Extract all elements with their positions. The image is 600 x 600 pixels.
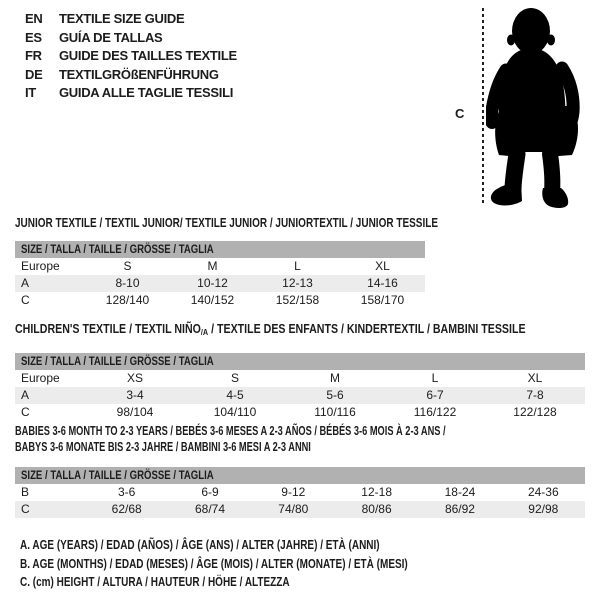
table-cell: 12-13: [282, 275, 313, 290]
language-title-block: [25, 10, 237, 103]
legend-text: B. AGE (MONTHS) / EDAD (MESES) / ÂGE (MOIS) / ALTER (MONATE) / ETÀ (MESI): [20, 556, 408, 571]
table-cell: 24-36: [527, 485, 559, 499]
title-part: CHILDREN'S TEXTILE / TEXTIL NIÑO: [15, 322, 201, 336]
table-cell: 122/128: [513, 404, 557, 419]
row-label: Europe: [21, 370, 60, 385]
lang-code: DE: [25, 66, 43, 82]
table-body: [15, 258, 425, 309]
table-cell: 9-12: [281, 485, 306, 499]
table-cell: 68/74: [194, 502, 225, 516]
size-header-bar: [15, 353, 585, 370]
lang-code: FR: [25, 48, 42, 63]
table-cell: L: [294, 258, 301, 273]
size-header-text: SIZE / TALLA / TAILLE / GRÖSSE / TAGLIA: [21, 241, 214, 256]
table-cell: 110/116: [314, 404, 356, 419]
lang-row-es: [25, 29, 237, 48]
row-label: C: [21, 292, 30, 307]
lang-code: IT: [25, 85, 36, 100]
table-cell: 80/86: [361, 502, 392, 516]
table-body: [15, 370, 585, 421]
table-row: [15, 501, 585, 518]
junior-size-table: [15, 216, 439, 309]
row-label: A: [21, 387, 30, 402]
table-cell: 62/68: [111, 502, 142, 516]
table-cell: 8-10: [115, 275, 140, 290]
table-cell: 98/104: [116, 404, 154, 419]
table-row: [15, 275, 425, 292]
legend-text: C. (cm) HEIGHT / ALTURA / HAUTEUR / HÖHE / ALTEZZA: [20, 575, 290, 589]
height-measure-label: C: [455, 106, 465, 121]
lang-title: TEXTILE SIZE GUIDE: [59, 11, 185, 26]
lang-title: GUIDA ALLE TAGLIE TESSILI: [59, 85, 234, 100]
lang-row-it: [25, 84, 237, 103]
lang-title: GUIDE DES TAILLES TEXTILE: [59, 48, 237, 63]
babies-size-table: [15, 424, 585, 518]
table-cell: 3-4: [126, 387, 144, 402]
table-cell: 116/122: [413, 404, 457, 419]
table-cell: 104/110: [213, 404, 257, 419]
table-cell: 7-8: [526, 387, 544, 402]
lang-row-en: [25, 10, 237, 29]
measure-legend: [20, 536, 505, 592]
table-cell: 14-16: [367, 275, 398, 290]
lang-code: EN: [25, 11, 43, 26]
table-cell: M: [207, 258, 218, 273]
table-cell: L: [431, 370, 439, 385]
table-title-line: BABYS 3-6 MONATE BIS 2-3 JAHRE / BAMBINI 3-6 MESI A 2-3 ANNI: [15, 439, 311, 454]
row-label: C: [21, 404, 30, 419]
table-cell: 92/98: [528, 502, 559, 516]
table-title: [15, 424, 585, 455]
legend-line-a: [20, 536, 505, 555]
size-header-bar: [15, 467, 585, 484]
size-header-bar: [15, 241, 425, 258]
title-part: / TEXTILE DES ENFANTS / KINDERTEXTIL / BAMBINI TESSILE: [208, 322, 526, 336]
table-row: [15, 387, 585, 404]
table-cell: XL: [527, 370, 543, 385]
row-label: Europe: [21, 258, 60, 273]
table-cell: M: [330, 370, 340, 385]
lang-row-de: [25, 66, 237, 85]
table-title-line: BABIES 3-6 MONTH TO 2-3 YEARS / BEBÉS 3-6 MESES A 2-3 AÑOS / BÉBÉS 3-6 MOIS À 2-3 ANS /: [15, 424, 446, 438]
table-row: [15, 484, 585, 501]
lang-title: GUÍA DE TALLAS: [59, 29, 163, 45]
table-title-text: [15, 322, 526, 341]
table-cell: 4-5: [226, 387, 244, 402]
table-cell: 3-6: [117, 485, 136, 499]
table-cell: 12-18: [361, 485, 392, 499]
legend-line-c: [20, 573, 505, 592]
table-cell: 152/158: [275, 292, 320, 307]
table-cell: 18-24: [444, 485, 476, 499]
baby-silhouette-image: [486, 4, 598, 210]
size-header-text: SIZE / TALLA / TAILLE / GRÖSSE / TAGLIA: [21, 353, 214, 368]
table-cell: 6-9: [201, 485, 219, 499]
table-cell: 74/80: [278, 502, 309, 516]
table-cell: S: [230, 370, 239, 385]
table-row: [15, 258, 425, 275]
table-cell: S: [123, 258, 132, 273]
row-label: C: [21, 502, 30, 516]
table-body: [15, 484, 585, 518]
table-cell: 5-6: [326, 387, 344, 402]
table-cell: XS: [126, 370, 143, 385]
table-title: [15, 216, 439, 232]
table-row: [15, 370, 585, 387]
table-cell: XL: [375, 258, 390, 273]
table-cell: 128/140: [105, 292, 150, 307]
table-title-text: JUNIOR TEXTILE / TEXTIL JUNIOR/ TEXTILE JUNIOR / JUNIORTEXTIL / JUNIOR TESSILE: [15, 216, 439, 230]
title-part-subscript: /A: [200, 327, 209, 337]
lang-row-fr: [25, 47, 237, 66]
table-cell: 6-7: [426, 387, 444, 402]
lang-code: ES: [25, 29, 42, 45]
table-row: [15, 292, 425, 309]
table-cell: 86/92: [444, 502, 475, 516]
table-cell: 140/152: [190, 292, 235, 307]
row-label: B: [21, 485, 30, 499]
table-cell: 10-12: [197, 275, 228, 290]
lang-title: TEXTILGRÖßENFÜHRUNG: [59, 66, 219, 82]
table-title: [15, 322, 585, 341]
legend-line-b: [20, 555, 505, 574]
legend-text: A. AGE (YEARS) / EDAD (AÑOS) / ÂGE (ANS) / ALTER (JAHRE) / ETÀ (ANNI): [20, 538, 380, 552]
table-cell: 158/170: [360, 292, 405, 307]
children-size-table: [15, 322, 585, 421]
size-header-text: SIZE / TALLA / TAILLE / GRÖSSE / TAGLIA: [21, 468, 214, 482]
row-label: A: [21, 275, 30, 290]
height-measure-dashed-line: [482, 8, 484, 206]
table-row: [15, 404, 585, 421]
